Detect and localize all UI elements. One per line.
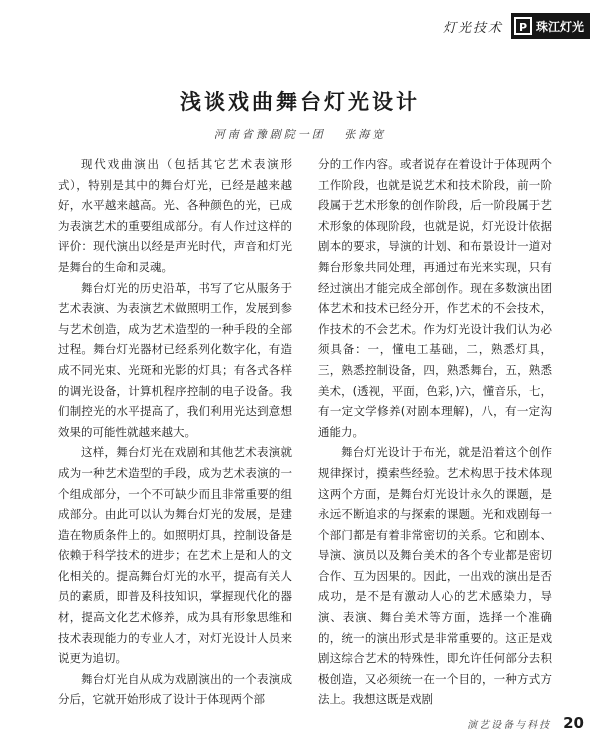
paragraph: 舞台灯光自从成为戏剧演出的一个表演成分后，它就开始形成了设计于体现两个部 [58, 671, 292, 707]
byline [0, 126, 600, 142]
article-title: 浅谈戏曲舞台灯光设计 [180, 89, 420, 114]
brand-name: 珠江灯光 [535, 19, 584, 34]
left-column [58, 154, 292, 710]
paragraph: 舞台灯光的历史沿革，书写了它从服务于艺术表演、为表演艺术做照明工作，发展到参与艺术创造，成为艺术造型的一种手段的全部过程。舞台灯光器材已经系列化数字化，有造成不同光束、光斑和光影的灯具；有各式各样的调光设备，计算机程序控制的电子设备。我们制控光的水平提高了，我们利用光达到意想效果的可能性就越来越大。 [58, 280, 292, 439]
journal-name: 演艺设备与科技 [467, 719, 552, 731]
paragraph: 分的工作内容。或者说存在着设计于体现两个工作阶段，也就是说艺术和技术阶段，前一阶段属于艺术形象的创作阶段，后一阶段属于艺术形象的体现阶段，也就是说，灯光设计依据剧本的要求，导演的计划、和布景设计一道对舞台形象共同处理，再通过布光来实现，只有经过演出才能完成全部创作。现在多数演出团体艺术和技术已经分开，作艺术的不会技术，作技术的不会艺术。作为灯光设计我们认为必须具备：一，懂电工基础，二，熟悉灯具，三，熟悉控制设备，四，熟悉舞台，五，熟悉美术，(透视，平面，色彩，)六，懂音乐，七，有一定文学修养(对剧本理解)，八，有一定沟通能力。 [318, 157, 552, 439]
section-label: 灯光技术 [442, 20, 503, 36]
author-name: 张海宽 [344, 128, 387, 141]
paragraph: 这样，舞台灯光在戏剧和其他艺术表演就成为一种艺术造型的手段，成为艺术表演的一个组成部分，一个不可缺少而且非常重要的组成部分。由此可以认为舞台灯光的发展，是建造在物质条件上的。如照明灯具，控制设备是依赖于科学技术的进步；在艺术上是和人的文化相关的。提高舞台灯光的水平，提高有关人员的素质，即普及科技知识，掌握现代化的器材，提高文化艺术修养，成为具有形象思维和技术表现能力的专业人才，对灯光设计人员来说更为追切。 [58, 445, 292, 666]
page-header [443, 6, 590, 46]
page-footer [467, 714, 584, 732]
author-affiliation: 河南省豫剧院一团 [213, 128, 326, 141]
paragraph: 舞台灯光设计于布光，就是沿着这个创作规律探讨，摸索些经验。艺术构思于技术体现这两个方面，是舞台灯光设计永久的课题，是永远不断追求的与探索的课题。光和戏剧每一个部门都是有着非常密切的关系。它和剧本、导演、演员以及舞台美术的各个专业都是密切合作、互为因果的。因此，一出戏的演出是否成功，是不是有激动人心的艺术感染力，导演、表演、舞台美术等方面，选择一个准确的，统一的演出形式是非常重要的。这正是戏剧这综合艺术的特殊性，即允许任何部分去积极创造，又必须统一在一个目的，一种方式方法上。我想这既是戏剧 [318, 445, 552, 707]
page-number: 20 [563, 714, 584, 732]
paragraph: 现代戏曲演出（包括其它艺术表演形式），特别是其中的舞台灯光，已经是越来越好，水平越来越高。光、各种颜色的光，已成为表演艺术的重要组成部分。有人作过这样的评价：现代演出以经是声光时代，声音和灯光是舞台的生命和灵魂。 [58, 157, 292, 274]
right-column [318, 154, 552, 710]
brand-logo [511, 13, 590, 39]
brand-mark-icon: P [514, 17, 532, 35]
